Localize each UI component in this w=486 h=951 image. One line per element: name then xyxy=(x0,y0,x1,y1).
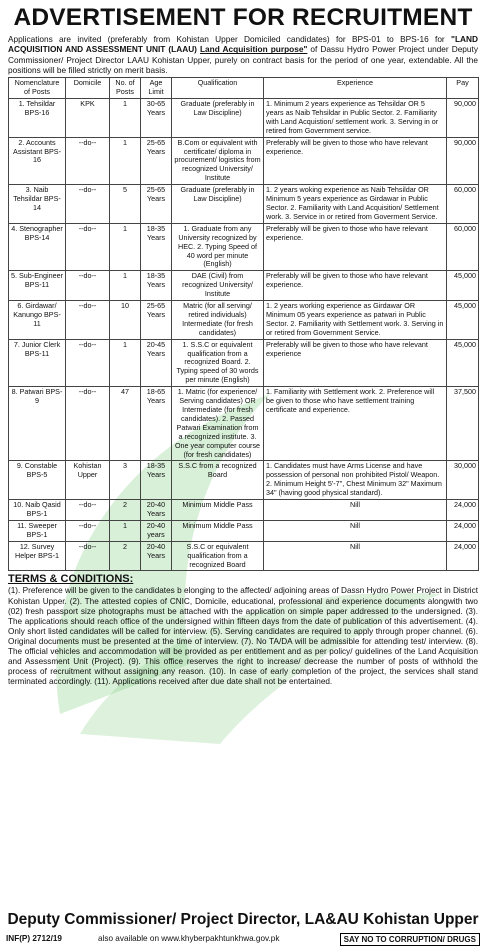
posts-count-cell: 1 xyxy=(110,137,141,185)
post-cell: 4. Stenographer BPS-14 xyxy=(9,223,66,271)
age-cell: 20-40 Years xyxy=(141,500,172,521)
table-row xyxy=(9,387,479,461)
column-header: Domicile xyxy=(66,78,110,99)
age-cell: 18-35 Years xyxy=(141,461,172,500)
anti-corruption-slogan: SAY NO TO CORRUPTION/ DRUGS xyxy=(340,933,480,946)
experience-cell: Preferably will be given to those who have relevant experience. xyxy=(264,223,447,271)
pay-cell: 24,000 xyxy=(447,520,479,541)
column-header: Experience xyxy=(264,78,447,99)
intro-unit: "LAND ACQUISITION AND ASSESSMENT UNIT (LAAU) xyxy=(8,34,478,55)
qualification-cell: S.S.C or equivalent qualification from a recognized Board xyxy=(172,541,264,571)
posts-count-cell: 1 xyxy=(110,520,141,541)
post-cell: 9. Constable BPS-5 xyxy=(9,461,66,500)
experience-cell: 1. Candidates must have Arms License and have possession of personal non prohibited Pistol/ Weapon. 2. Minimum Height 5'-7", Chest Minimum 32" Maximum 34" (having good physical standard). xyxy=(264,461,447,500)
post-cell: 5. Sub-Engineer BPS-11 xyxy=(9,271,66,301)
table-row xyxy=(9,461,479,500)
qualification-cell: 1. S.S.C or equivalent qualification from a recognized Board. 2. Typing speed of 30 words per minute (English) xyxy=(172,339,264,387)
table-row xyxy=(9,223,479,271)
experience-cell: Nill xyxy=(264,541,447,571)
post-cell: 3. Naib Tehsildar BPS-14 xyxy=(9,185,66,224)
post-cell: 2. Accounts Assistant BPS-16 xyxy=(9,137,66,185)
domicile-cell: --do-- xyxy=(66,500,110,521)
posts-count-cell: 2 xyxy=(110,500,141,521)
age-cell: 18-65 Years xyxy=(141,387,172,461)
posts-count-cell: 1 xyxy=(110,223,141,271)
intro-part1: Applications are invited (preferably from Kohistan Upper Domiciled candidates) for BPS-01 to BPS-16 for xyxy=(8,34,452,44)
pay-cell: 37,500 xyxy=(447,387,479,461)
posts-count-cell: 1 xyxy=(110,339,141,387)
intro-paragraph xyxy=(8,34,478,75)
post-cell: 12. Survey Helper BPS-1 xyxy=(9,541,66,571)
domicile-cell: KPK xyxy=(66,99,110,138)
experience-cell: Nill xyxy=(264,520,447,541)
age-cell: 18-35 Years xyxy=(141,271,172,301)
experience-cell: Preferably will be given to those who have relevant experience xyxy=(264,339,447,387)
posts-count-cell: 1 xyxy=(110,99,141,138)
posts-count-cell: 2 xyxy=(110,541,141,571)
pay-cell: 45,000 xyxy=(447,271,479,301)
experience-cell: 1. Familiarity with Settlement work. 2. Preference will be given to those who have settlement training certificate and experience. xyxy=(264,387,447,461)
terms-heading: TERMS & CONDITIONS: xyxy=(8,573,134,586)
domicile-cell: --do-- xyxy=(66,271,110,301)
experience-cell: Nill xyxy=(264,500,447,521)
intro-part2: of Dassu Hydro Power Project under Deputy Commissioner/ Project Director LAAU Kohistan Upper, purely on contract basis for the period of one year, extendable. All the positions will be filled strictly on merit basis. xyxy=(8,44,478,75)
post-cell: 11. Sweeper BPS-1 xyxy=(9,520,66,541)
qualification-cell: 1. Graduate from any University recognized by HEC. 2. Typing Speed of 40 word per minute (English) xyxy=(172,223,264,271)
qualification-cell: B.Com or equivalent with certificate/ diploma in procurement/ logistics from recognized University/ Institute xyxy=(172,137,264,185)
table-row xyxy=(9,99,479,138)
post-cell: 10. Naib Qasid BPS-1 xyxy=(9,500,66,521)
experience-cell: Preferably will be given to those who have relevant experience. xyxy=(264,271,447,301)
posts-count-cell: 10 xyxy=(110,301,141,340)
age-cell: 18-35 Years xyxy=(141,223,172,271)
posts-count-cell: 3 xyxy=(110,461,141,500)
column-header: Age Limit xyxy=(141,78,172,99)
domicile-cell: --do-- xyxy=(66,520,110,541)
inf-number: INF(P) 2712/19 xyxy=(6,934,62,943)
experience-cell: 1. 2 years woking experience as Naib Tehsildar OR Minimum 5 years experience as Girdawar in Public Sector. 2. Familiarity with Land Acquisition/ Settlement work. 3. Service in or retired from Goverment Service. xyxy=(264,185,447,224)
column-header: Nomenclature of Posts xyxy=(9,78,66,99)
qualification-cell: Minimum Middle Pass xyxy=(172,500,264,521)
terms-text: (1). Preference will be given to the candidates b elonging to the affected/ adjoining areas of Dassn Hydro Power Project in District Kohistan Upper. (2). The attested copies of CNIC, Domicile, educational, professional and experience documents alongwith two (02) fresh passport size photographs must be attached with the application on simple paper addressed to the undersigned. (3). The applications should reach office of the undersigned within fifteen days from the date of publication of this advertisement. (4). Only short listed candidates will be called for interview. (5). Serving candidates are required to apply through proper channel. (6). Original documents must be presented at the time of interview. (7). No TA/DA will be admissible for attending test/ interview. (8). The official vehicles and accommodation will be provided as per entitlement and as per policy/ guidelines of the Land Acquisition and Assessment Unit (Project). (9). This office reserves the right to increase/ decrease the number of posts of withhold the process of recruitment without assigning any reason. (10). In case of early completion of the project, the services shall stand terminated accordingly. (11). Applications received after due date shall not be entertained. xyxy=(8,586,478,687)
pay-cell: 30,000 xyxy=(447,461,479,500)
column-header: Pay xyxy=(447,78,479,99)
domicile-cell: --do-- xyxy=(66,223,110,271)
table-header-row xyxy=(9,78,479,99)
post-cell: 8. Patwari BPS-9 xyxy=(9,387,66,461)
domicile-cell: --do-- xyxy=(66,541,110,571)
posts-count-cell: 1 xyxy=(110,271,141,301)
age-cell: 20-40 Years xyxy=(141,541,172,571)
table-row xyxy=(9,185,479,224)
qualification-cell: 1. Matric (for experience/ Serving candidates) OR Intermediate (for fresh candidates). 2. Passed Patwari Examination from a recognized institute. 3. One year computer course (for fresh candidates) xyxy=(172,387,264,461)
age-cell: 20-40 years xyxy=(141,520,172,541)
experience-cell: Preferably will be given to those who have relevant experience. xyxy=(264,137,447,185)
pay-cell: 24,000 xyxy=(447,500,479,521)
column-header: Qualification xyxy=(172,78,264,99)
domicile-cell: --do-- xyxy=(66,387,110,461)
domicile-cell: --do-- xyxy=(66,137,110,185)
pay-cell: 90,000 xyxy=(447,137,479,185)
age-cell: 30-65 Years xyxy=(141,99,172,138)
table-row xyxy=(9,500,479,521)
signature-line: Deputy Commissioner/ Project Director, LA&AU Kohistan Upper xyxy=(7,911,479,928)
qualification-cell: S.S.C from a recognized Board xyxy=(172,461,264,500)
table-row xyxy=(9,541,479,571)
qualification-cell: Minimum Middle Pass xyxy=(172,520,264,541)
bottom-bar xyxy=(6,932,480,946)
qualification-cell: Graduate (preferably in Law Discipline) xyxy=(172,185,264,224)
website-note: also available on www.khyberpakhtunkhwa.gov.pk xyxy=(98,934,280,943)
intro-purpose: Land Acquisition purpose" xyxy=(199,44,308,55)
experience-cell: 1. Minimum 2 years experience as Tehsildar OR 5 years as Naib Tehsildar in Public Sector. 2. Familiarity with Land Acquistion/ settlement work. 3. Serving in or retired from Government service. xyxy=(264,99,447,138)
table-row xyxy=(9,301,479,340)
age-cell: 25-65 Years xyxy=(141,301,172,340)
experience-cell: 1. 2 years working experience as Girdawar OR Minimum 05 years experience as patwari in Public Sector. 2. Familiarity with Settlement work. 3. Serving in or retired from Government Service. xyxy=(264,301,447,340)
age-cell: 25-65 Years xyxy=(141,185,172,224)
posts-table xyxy=(8,77,479,571)
age-cell: 20-45 Years xyxy=(141,339,172,387)
post-cell: 1. Tehsildar BPS-16 xyxy=(9,99,66,138)
posts-count-cell: 5 xyxy=(110,185,141,224)
qualification-cell: DAE (Civil) from recognized University/ Institute xyxy=(172,271,264,301)
column-header: No. of Posts xyxy=(110,78,141,99)
table-row xyxy=(9,339,479,387)
post-cell: 7. Junior Clerk BPS-11 xyxy=(9,339,66,387)
domicile-cell: --do-- xyxy=(66,301,110,340)
table-row xyxy=(9,520,479,541)
domicile-cell: --do-- xyxy=(66,339,110,387)
pay-cell: 60,000 xyxy=(447,223,479,271)
pay-cell: 90,000 xyxy=(447,99,479,138)
domicile-cell: --do-- xyxy=(66,185,110,224)
pay-cell: 24,000 xyxy=(447,541,479,571)
qualification-cell: Graduate (preferably in Law Discipline) xyxy=(172,99,264,138)
pay-cell: 45,000 xyxy=(447,339,479,387)
table-row xyxy=(9,137,479,185)
page-title: ADVERTISEMENT FOR RECRUITMENT xyxy=(13,4,473,31)
post-cell: 6. Girdawar/ Kanungo BPS-11 xyxy=(9,301,66,340)
qualification-cell: Matric (for all serving/ retired individuals) Intermediate (for fresh candidates) xyxy=(172,301,264,340)
pay-cell: 60,000 xyxy=(447,185,479,224)
age-cell: 25-65 Years xyxy=(141,137,172,185)
domicile-cell: Kohistan Upper xyxy=(66,461,110,500)
posts-count-cell: 47 xyxy=(110,387,141,461)
pay-cell: 45,000 xyxy=(447,301,479,340)
table-row xyxy=(9,271,479,301)
